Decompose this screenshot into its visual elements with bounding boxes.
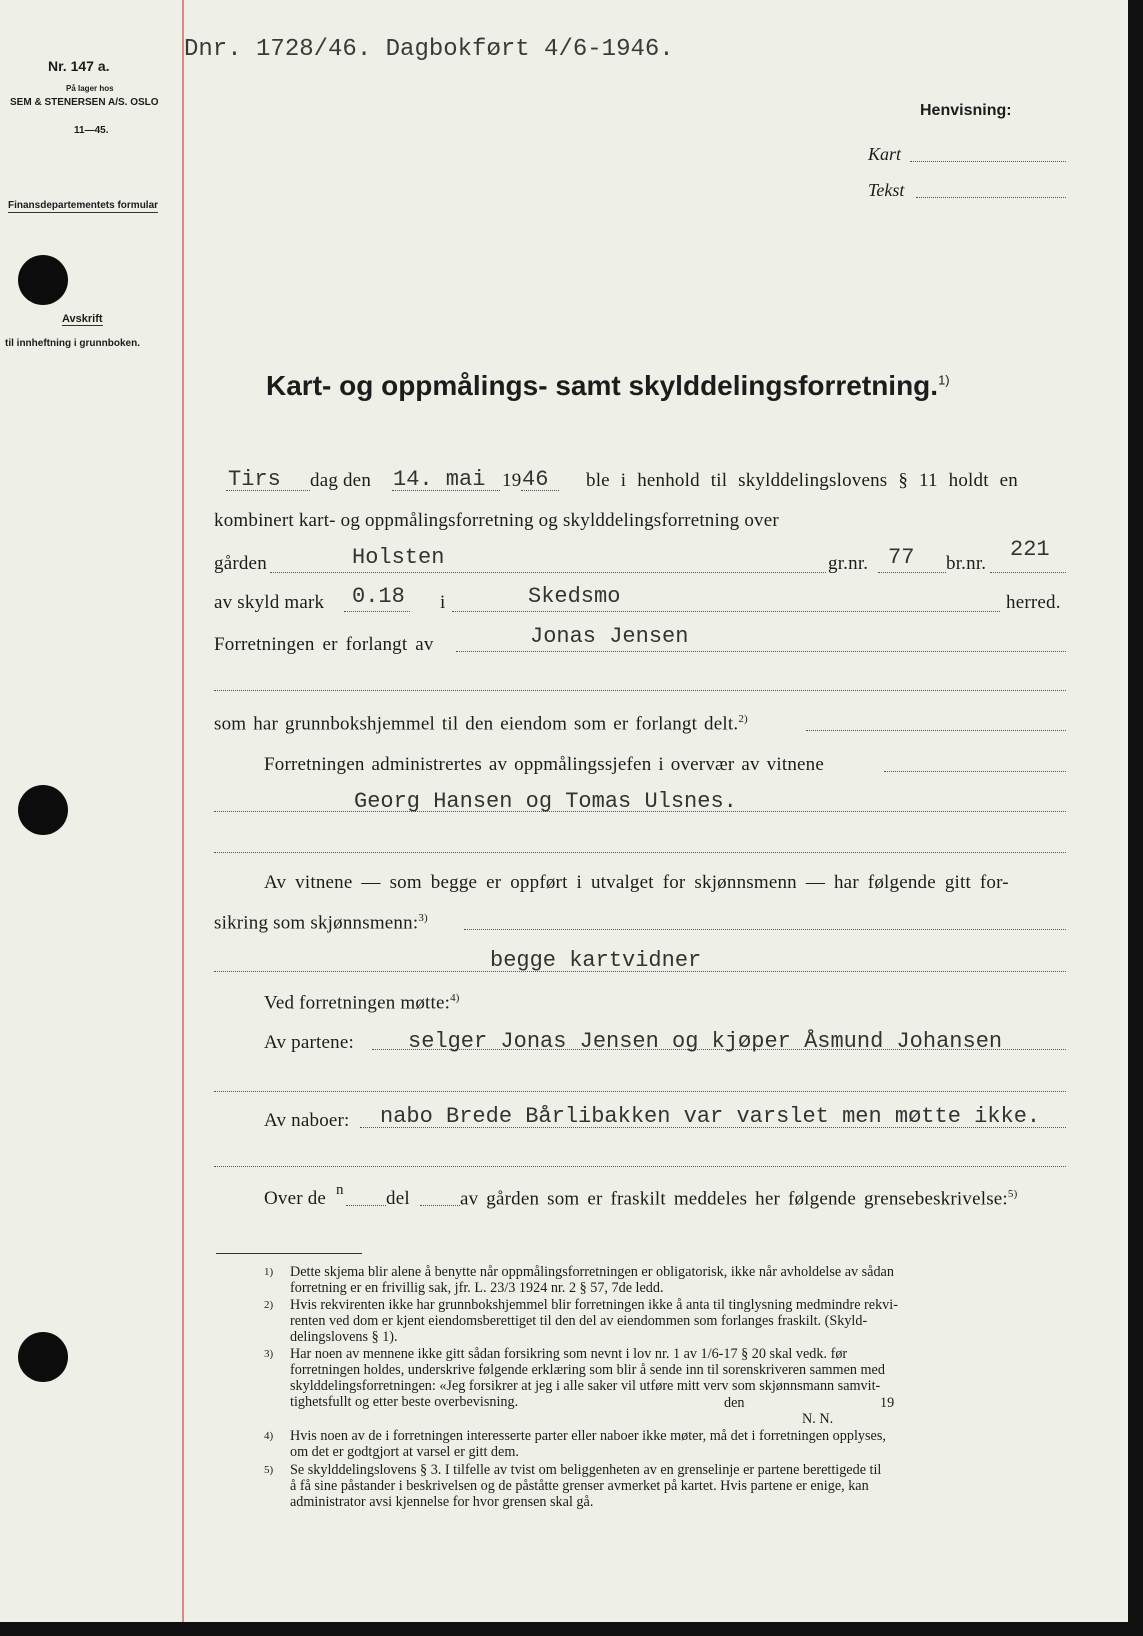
grnr-value: 77 (888, 545, 915, 570)
reference-tekst-label: Tekst (868, 180, 905, 200)
footnote-1: Dette skjema blir alene å benytte når oppmålingsforretningen er obligatorisk, ikke når avholdelse av sådan forretning er en frivillig sak, jfr. L. 23/3 1924 nr. 2 § 57, 7de ledd. (290, 1264, 894, 1296)
brnr-label: br.nr. (946, 553, 987, 574)
publisher-name: SEM & STENERSEN A/S. OSLO (10, 97, 159, 108)
boundary-del: del (386, 1188, 410, 1209)
date-value: 14. mai (393, 467, 486, 492)
herred-value: Skedsmo (528, 584, 621, 609)
farm-value: Holsten (352, 545, 445, 570)
in-label: i (440, 592, 446, 613)
blank-line (214, 689, 1066, 691)
footnote-2: Hvis rekvirenten ikke har grunnbokshjemmel blir forretningen ikke å anta til tinglysning medmindre rekvi- renten ved dom er kjent eiendomsberettiget til den del av eiendommen som forlanges fraskilt. (Skyld- delingslovens § 1). (290, 1297, 898, 1345)
footnote-5: Se skylddelingslovens § 3. I tilfelle av tvist om beliggenheten av en grenselinje er partene berettigede til å få sine påstander i beskrivelsen og de påståtte grenser avmerket på kartet. Hvis partene er enige, kan administrator avsi kjennelse for hvor grensen skal gå. (290, 1462, 882, 1510)
blank-line (214, 1090, 1066, 1092)
parties-value: selger Jonas Jensen og kjøper Åsmund Johansen (408, 1029, 1003, 1054)
day-value: Tirs (228, 467, 281, 492)
year-value: 46 (522, 467, 549, 492)
punch-hole (18, 785, 68, 835)
reference-kart-line (910, 160, 1066, 162)
signature-den: den (724, 1395, 745, 1411)
boundary-rest: av gården som er fraskilt meddeles her følgende grensebeskrivelse:$^{5)}$ (460, 1188, 1018, 1210)
copy-subtitle: til innheftning i grunnboken. (5, 338, 140, 349)
punch-hole (18, 255, 68, 305)
requested-value: Jonas Jensen (530, 624, 689, 649)
grunnbok-line: som har grunnbokshjemmel til den eiendom som er forlangt delt.$^{2)}$ (214, 713, 748, 735)
grunnbok-field (806, 729, 1066, 731)
farm-label: gården (214, 553, 267, 574)
reference-kart-label: Kart (868, 144, 902, 164)
admin-line: Forretningen administrertes av oppmålingssjefen i overvær av vitnene (264, 754, 824, 775)
department-label: Finansdepartementets formular (8, 200, 159, 211)
oath-field (464, 928, 1066, 930)
boundary-field (346, 1204, 386, 1206)
margin-rule (182, 0, 184, 1622)
signature-initials: N. N. (802, 1411, 834, 1427)
oath-line1: Av vitnene — som begge er oppført i utvalget for skjønnsmenn — har følgende gitt for- (264, 872, 1009, 893)
brnr-value: 221 (1010, 537, 1050, 562)
footnote-separator (216, 1253, 362, 1254)
day-label: dag den (310, 470, 372, 491)
punch-hole (18, 1332, 68, 1382)
attended-label: Ved forretningen møtte:$^{4)}$ (264, 992, 460, 1014)
registration-stamp: Dnr. 1728/46. Dagbokført 4/6-1946. (184, 36, 674, 63)
grnr-label: gr.nr. (828, 553, 869, 574)
neighbours-value: nabo Brede Bårlibakken var varslet men møtte ikke. (380, 1104, 1041, 1129)
boundary-suffix: n (336, 1182, 344, 1198)
footnote-mark: 3) (264, 1348, 274, 1360)
form-line1-rest: ble i henhold til skylddelingslovens § 11 holdt en (586, 470, 1018, 491)
signature-year: 19 (880, 1395, 895, 1411)
footnote-4: Hvis noen av de i forretningen interesserte parter eller naboer ikke møter, må det i forretningen opplyses, om det er godtgjort at varsel er gitt dem. (290, 1428, 886, 1460)
print-code: 11—45. (74, 125, 109, 136)
reference-title: Henvisning: (920, 102, 1012, 119)
requested-label: Forretningen er forlangt av (214, 634, 434, 655)
copy-title: Avskrift (62, 313, 103, 325)
boundary-field (420, 1204, 460, 1206)
form-line2: kombinert kart- og oppmålingsforretning og skylddelingsforretning over (214, 510, 779, 531)
footnote-mark: 2) (264, 1299, 274, 1311)
publisher-line: På lager hos (66, 84, 114, 93)
footnote-mark: 1) (264, 1266, 274, 1278)
form-number: Nr. 147 a. (48, 58, 110, 74)
boundary-prefix: Over de (264, 1188, 327, 1209)
neighbours-label: Av naboer: (264, 1110, 350, 1131)
page-title: Kart- og oppmålings- samt skylddelingsforretning.$^{1)}$ (266, 370, 950, 401)
reference-tekst-line (916, 196, 1066, 198)
admin-field (884, 770, 1066, 772)
blank-line (214, 1165, 1066, 1167)
footnote-mark: 5) (264, 1464, 274, 1476)
skyld-label: av skyld mark (214, 592, 325, 613)
footnote-mark: 4) (264, 1430, 274, 1442)
witnesses-value: Georg Hansen og Tomas Ulsnes. (354, 789, 737, 814)
oath-line2: sikring som skjønnsmenn:$^{3)}$ (214, 912, 428, 934)
footnote-3: Har noen av mennene ikke gitt sådan forsikring som nevnt i lov nr. 1 av 1/6-17 § 20 skal vedk. før forretningen holdes, underskrive følgende erklæring som blir å sende inn til sorenskriveren sammen med skylddelingsforretningen: «Jeg forsikrer at jeg i alle saker vil utføre mitt verv som skjønnsmann samvit- tighetsfullt og etter beste overbevisning. (290, 1346, 885, 1410)
herred-label: herred. (1006, 592, 1061, 613)
year-prefix: 19 (502, 470, 522, 491)
skyld-value: 0.18 (352, 584, 405, 609)
blank-line (214, 851, 1066, 853)
oath-value: begge kartvidner (490, 948, 702, 973)
parties-label: Av partene: (264, 1032, 354, 1053)
